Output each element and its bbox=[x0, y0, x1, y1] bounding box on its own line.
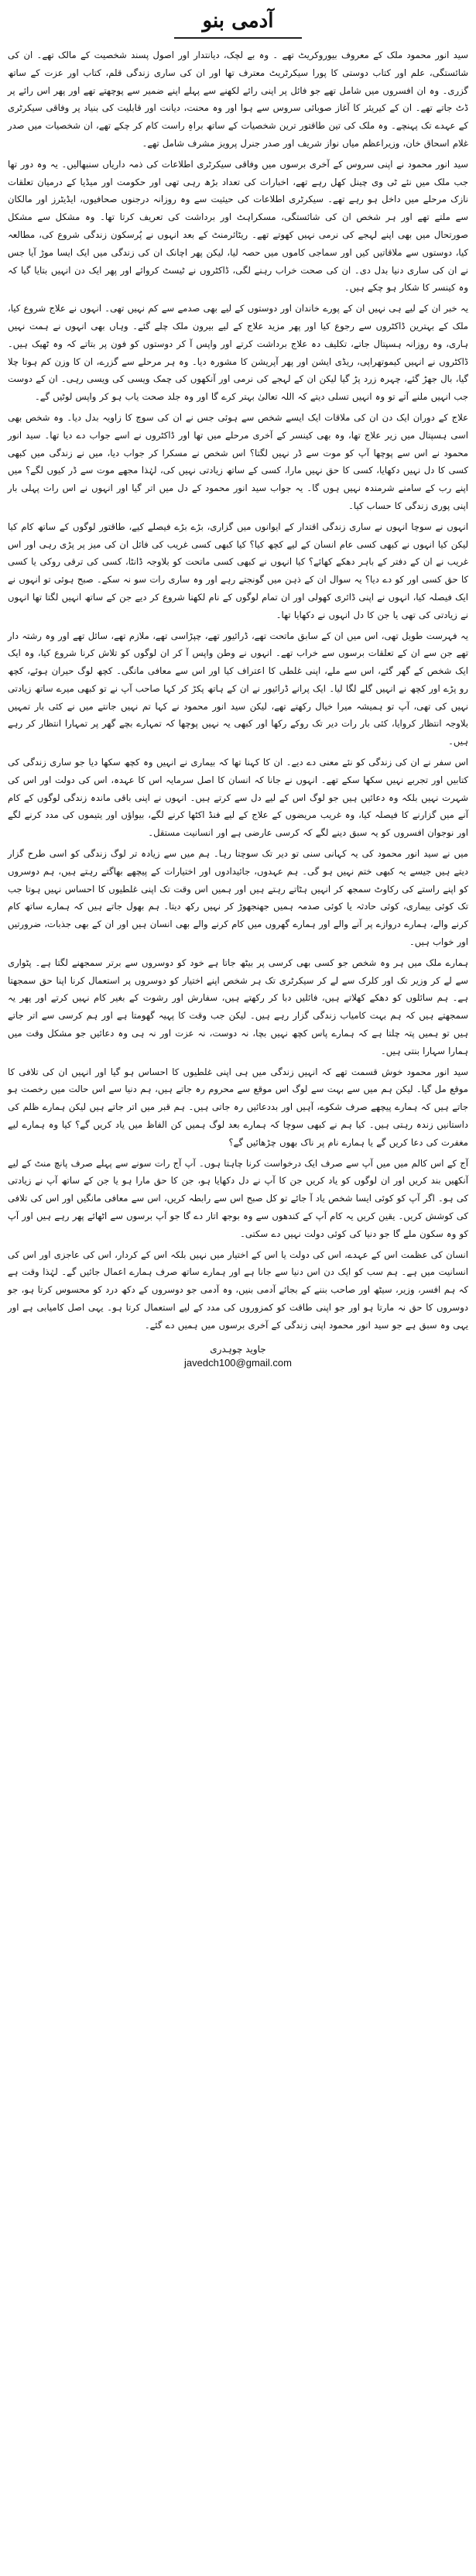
author-name: جاوید چوہدری bbox=[210, 1343, 266, 1355]
author-email[interactable]: javedch100@gmail.com bbox=[184, 1356, 292, 1369]
article-paragraph: یہ فہرست طویل تھی، اس میں ان کے سابق ماتحت تھے، ڈرائیور تھے، چپڑاسی تھے، ملازم تھے، سائل تھے اور وہ رشتہ دار تھے جن سے ان کے تعلقات برسوں سے خراب تھے۔ انہوں نے وطن واپس آ کر ان لوگوں کو تلاش کرنا شروع کیا، وہ ایک ایک شخص کے گھر گئے، اس سے ملے، اپنی غلطی کا اعتراف کیا اور اس سے معافی مانگی۔ کچھ لوگ حیران ہوئے، کچھ رو پڑے اور کچھ نے انہیں گلے لگا لیا۔ ایک پرانے ڈرائیور نے ان کے ہاتھ پکڑ کر کہا صاحب آپ نے تو کبھی میرے ساتھ زیادتی نہیں کی تھی، آپ تو ہمیشہ میرا خیال رکھتے تھے، لیکن سید انور محمود نے کہا تم نہیں جانتے میں نے کئی بار تمہیں بلاوجہ انتظار کروایا، کئی بار رات دیر تک روکے رکھا اور کبھی یہ نہیں پوچھا کہ تمہارے بچے گھر پر تمہارا انتظار کر رہے ہیں۔ bbox=[8, 630, 468, 747]
article-paragraph: سید انور محمود ملک کے معروف بیوروکریٹ تھے ۔ وہ بے لچک، دیانتدار اور اصول پسند شخصیت کے مالک تھے۔ ان کی شائستگی، علم اور کتاب دوستی کا پورا سیکرٹریٹ معترف تھا اور ان کی ساری زندگی قلم، کتاب اور عزت کے ساتھ گزری۔ وہ ان افسروں میں شامل تھے جو فائل پر اپنی رائے لکھنے سے پہلے اپنے ضمیر سے پوچھتے تھے اور پھر اس رائے پر ڈٹ جاتے تھے۔ ان کے کیریئر کا آغاز صوبائی سروس سے ہوا اور وہ محنت، دیانت اور قابلیت کی بنیاد پر وفاقی سیکرٹری کے عہدے تک پہنچے۔ وہ ملک کی تین طاقتور ترین شخصیات کے ساتھ براہِ راست کام کر چکے تھے، ان شخصیات میں صدر غلام اسحاق خان، وزیراعظم میاں نواز شریف اور صدر جنرل پرویز مشرف شامل تھے۔ bbox=[8, 50, 468, 149]
article-paragraph: یہ خبر ان کے لیے ہی نہیں ان کے پورے خاندان اور دوستوں کے لیے بھی صدمے سے کم نہیں تھی۔ انہوں نے علاج شروع کیا، ملک کے بہترین ڈاکٹروں سے رجوع کیا اور پھر مزید علاج کے لیے بیرون ملک چلے گئے۔ وہاں بھی انہوں نے ہمت نہیں ہاری، وہ روزانہ ہسپتال جاتے، تکلیف دہ علاج برداشت کرتے اور واپس آ کر دوستوں کو فون پر بتاتے کہ وہ ٹھیک ہیں۔ ڈاکٹروں نے انہیں کیموتھراپی، ریڈی ایشن اور پھر آپریشن کا مشورہ دیا۔ وہ ہر مرحلے سے گزرے، ان کا وزن کم ہوتا چلا گیا، بال جھڑ گئے، چہرہ زرد پڑ گیا لیکن ان کے لہجے کی نرمی اور آنکھوں کی چمک ویسی کی ویسی رہی۔ ان کے دوست جب انہیں ملنے آتے تو وہ انہیں تسلی دیتے کہ اللہ تعالیٰ بہتر کرے گا اور وہ جلد صحت یاب ہو کر واپس لوٹیں گے۔ bbox=[8, 303, 468, 403]
title-divider bbox=[174, 37, 302, 39]
article-body bbox=[8, 46, 468, 1334]
article-paragraph: انسان کی عظمت اس کے عہدے، اس کی دولت یا اس کے اختیار میں نہیں بلکہ اس کے کردار، اس کی عاجزی اور اس کی انسانیت میں ہے۔ ہم سب کو ایک دن اس دنیا سے جانا ہے اور ہمارے ساتھ صرف ہمارے اعمال جائیں گے۔ لہٰذا وقت ہے کہ ہم افسر، وزیر، سیٹھ اور صاحب بننے کے بجائے آدمی بنیں، وہ آدمی جو دوسروں کے دکھ درد کو محسوس کرتا ہو، جو دوسروں کا حق نہ مارتا ہو اور جو اپنی طاقت کو کمزوروں کی مدد کے لیے استعمال کرتا ہو۔ یہی اصل کامیابی ہے اور یہی وہ سبق ہے جو سید انور محمود اپنی زندگی کے آخری برسوں میں ہمیں دے گئے۔ bbox=[8, 1249, 468, 1331]
article-paragraph: اس سفر نے ان کی زندگی کو نئے معنی دے دیے۔ ان کا کہنا تھا کہ بیماری نے انہیں وہ کچھ سکھا دیا جو ساری زندگی کی کتابیں اور تجربے نہیں سکھا سکے تھے۔ انہوں نے جانا کہ انسان کا اصل سرمایہ اس کا عہدہ، اس کی دولت اور اس کی شہرت نہیں بلکہ وہ دعائیں ہیں جو لوگ اس کے لیے دل سے کرتے ہیں۔ انہوں نے اپنی باقی ماندہ زندگی لوگوں کے کام آنے میں گزارنے کا فیصلہ کیا، وہ غریب مریضوں کے علاج کے لیے فنڈ اکٹھا کرنے لگے، بیواؤں اور یتیموں کی مدد کرنے لگے اور نوجوان افسروں کو یہ سبق دینے لگے کہ کرسی عارضی ہے اور انسانیت مستقل۔ bbox=[8, 757, 468, 839]
article-paragraph: میں نے سید انور محمود کی یہ کہانی سنی تو دیر تک سوچتا رہا۔ ہم میں سے زیادہ تر لوگ زندگی کو اسی طرح گزار دیتے ہیں جیسے یہ کبھی ختم نہیں ہو گی۔ ہم عہدوں، جائیدادوں اور اختیارات کے پیچھے بھاگتے رہتے ہیں، ہم دوسروں کو اپنے راستے کی رکاوٹ سمجھ کر انہیں ہٹاتے رہتے ہیں اور ہمیں اس وقت تک اپنی غلطیوں کا احساس نہیں ہوتا جب تک کوئی بیماری، کوئی حادثہ یا کوئی صدمہ ہمیں جھنجھوڑ کر نہیں رکھ دیتا۔ ہم بھول جاتے ہیں کہ ہمارے ساتھ کام کرنے والے، ہمارے دروازے پر آنے والے اور ہمارے گھروں میں کام کرنے والے بھی انسان ہیں اور ان کے بھی جذبات، ضرورتیں اور خواب ہیں۔ bbox=[8, 848, 468, 948]
article-paragraph: علاج کے دوران ایک دن ان کی ملاقات ایک ایسے شخص سے ہوئی جس نے ان کی سوچ کا زاویہ بدل دیا۔ وہ شخص بھی اسی ہسپتال میں زیر علاج تھا، وہ بھی کینسر کے آخری مرحلے میں تھا اور ڈاکٹروں نے اسے جواب دے دیا تھا۔ سید انور محمود نے اس سے پوچھا آپ کو موت سے ڈر نہیں لگتا؟ اس شخص نے مسکرا کر جواب دیا، میں نے زندگی میں کبھی کسی کا دل نہیں دکھایا، کسی کا حق نہیں مارا، کسی کے ساتھ زیادتی نہیں کی، لہٰذا مجھے موت سے ڈر کیوں لگے؟ میں اپنے رب کے سامنے شرمندہ نہیں ہوں گا۔ یہ جواب سید انور محمود کے دل میں اتر گیا اور انہوں نے اس رات پہلی بار اپنی پوری زندگی کا حساب کیا۔ bbox=[8, 411, 468, 511]
article-paragraph: آج کے اس کالم میں میں آپ سے صرف ایک درخواست کرنا چاہتا ہوں۔ آپ آج رات سونے سے پہلے صرف پانچ منٹ کے لیے آنکھیں بند کریں اور ان لوگوں کو یاد کریں جن کا آپ نے دل دکھایا ہو، جن کا حق مارا ہو یا جن کے ساتھ آپ نے زیادتی کی ہو۔ اگر آپ کو کوئی ایسا شخص یاد آ جائے تو کل صبح اس سے رابطہ کریں، اس سے معافی مانگیں اور اس کی تلافی کی کوشش کریں۔ یقین کریں یہ کام آپ کے کندھوں سے وہ بوجھ اتار دے گا جو آپ برسوں سے اٹھائے پھر رہے ہیں اور آپ کو وہ سکون ملے گا جو دنیا کی کوئی دولت نہیں دے سکتی۔ bbox=[8, 1157, 468, 1239]
article-paragraph: سید انور محمود خوش قسمت تھے کہ انہیں زندگی میں ہی اپنی غلطیوں کا احساس ہو گیا اور انہیں ان کی تلافی کا موقع مل گیا۔ لیکن ہم میں سے بہت سے لوگ اس موقع سے محروم رہ جاتے ہیں، ہم دنیا سے اس حالت میں رخصت ہو جاتے ہیں کہ ہمارے پیچھے صرف شکوے، آہیں اور بددعائیں رہ جاتی ہیں۔ ہم قبر میں اتر جاتے ہیں لیکن ہمارے ظلم کی داستانیں زندہ رہتی ہیں۔ کیا ہم نے کبھی سوچا کہ ہمارے بعد لوگ ہمیں کن الفاظ میں یاد کریں گے؟ کیا وہ ہمارے لیے مغفرت کی دعا کریں گے یا ہمارے نام پر ناک بھوں چڑھائیں گے؟ bbox=[8, 1066, 468, 1148]
article-title: آدمی بنو bbox=[202, 9, 274, 33]
article-paragraph: انہوں نے سوچا انہوں نے ساری زندگی اقتدار کے ایوانوں میں گزاری، بڑے بڑے فیصلے کیے، طاقتور لوگوں کے ساتھ کام کیا لیکن کیا انہوں نے کبھی کسی عام انسان کے لیے کچھ کیا؟ کیا کبھی کسی غریب کی فائل ان کی میز پر پڑی رہی اور اس غریب نے ان کے دفتر کے باہر دھکے کھائے؟ کیا انہوں نے کبھی کسی ماتحت کو بلاوجہ ڈانٹا، کسی کی ترقی روکی یا کسی کا حق کسی اور کو دے دیا؟ یہ سوال ان کے ذہن میں گونجتے رہے اور وہ ساری رات سو نہ سکے۔ صبح ہوئی تو انہوں نے ایک فیصلہ کیا، انہوں نے اپنی ڈائری کھولی اور ان تمام لوگوں کے نام لکھنا شروع کر دیے جن کے ساتھ انہیں لگتا تھا انہوں نے زیادتی کی تھی یا جن کا دل انہوں نے دکھایا تھا۔ bbox=[8, 520, 468, 620]
article-paragraph: سید انور محمود نے اپنی سروس کے آخری برسوں میں وفاقی سیکرٹری اطلاعات کی ذمہ داریاں سنبھالیں۔ یہ وہ دور تھا جب ملک میں نئے ٹی وی چینل کھل رہے تھے، اخبارات کی تعداد بڑھ رہی تھی اور حکومت اور میڈیا کے درمیان تعلقات نازک مرحلے میں داخل ہو رہے تھے۔ سیکرٹری اطلاعات کی حیثیت سے وہ روزانہ درجنوں صحافیوں، ایڈیٹرز اور مالکان سے ملتے تھے اور ہر شخص ان کی شائستگی، مسکراہٹ اور برداشت کی تعریف کرتا تھا۔ وہ مشکل سے مشکل صورتحال میں بھی اپنے لہجے کی نرمی نہیں کھوتے تھے۔ ریٹائرمنٹ کے بعد انہوں نے پُرسکون زندگی شروع کی، مطالعہ کیا، دوستوں سے ملاقاتیں کیں اور سماجی کاموں میں حصہ لیا، لیکن پھر اچانک ان کی زندگی میں ایک ایسا موڑ آیا جس نے ان کی ساری دنیا بدل دی۔ ان کی صحت خراب رہنے لگی، ڈاکٹروں نے ٹیسٹ کروائے اور پھر ایک دن انہیں بتایا گیا کہ وہ کینسر کا شکار ہو چکے ہیں۔ bbox=[8, 158, 468, 294]
article-paragraph: ہمارے ملک میں ہر وہ شخص جو کسی بھی کرسی پر بیٹھ جاتا ہے خود کو دوسروں سے برتر سمجھنے لگتا ہے۔ پٹواری سے لے کر وزیر تک اور کلرک سے لے کر سیکرٹری تک ہر شخص اپنے اختیار کو دوسروں پر استعمال کرنا اپنا حق سمجھتا ہے۔ ہم سائلوں کو دھکے کھلاتے ہیں، فائلیں دبا کر رکھتے ہیں، سفارش اور رشوت کے بغیر کام نہیں کرتے اور پھر یہ سمجھتے ہیں کہ ہم بہت کامیاب زندگی گزار رہے ہیں۔ لیکن جب وقت کا پہیہ گھومتا ہے اور ہم کرسی سے اتر جاتے ہیں تو ہمیں پتہ چلتا ہے کہ ہمارے پاس کچھ نہیں بچا، نہ دوست، نہ عزت اور نہ ہی وہ دعائیں جو مشکل وقت میں ہمارا سہارا بنتی ہیں۔ bbox=[8, 957, 468, 1056]
byline bbox=[8, 1342, 468, 1370]
